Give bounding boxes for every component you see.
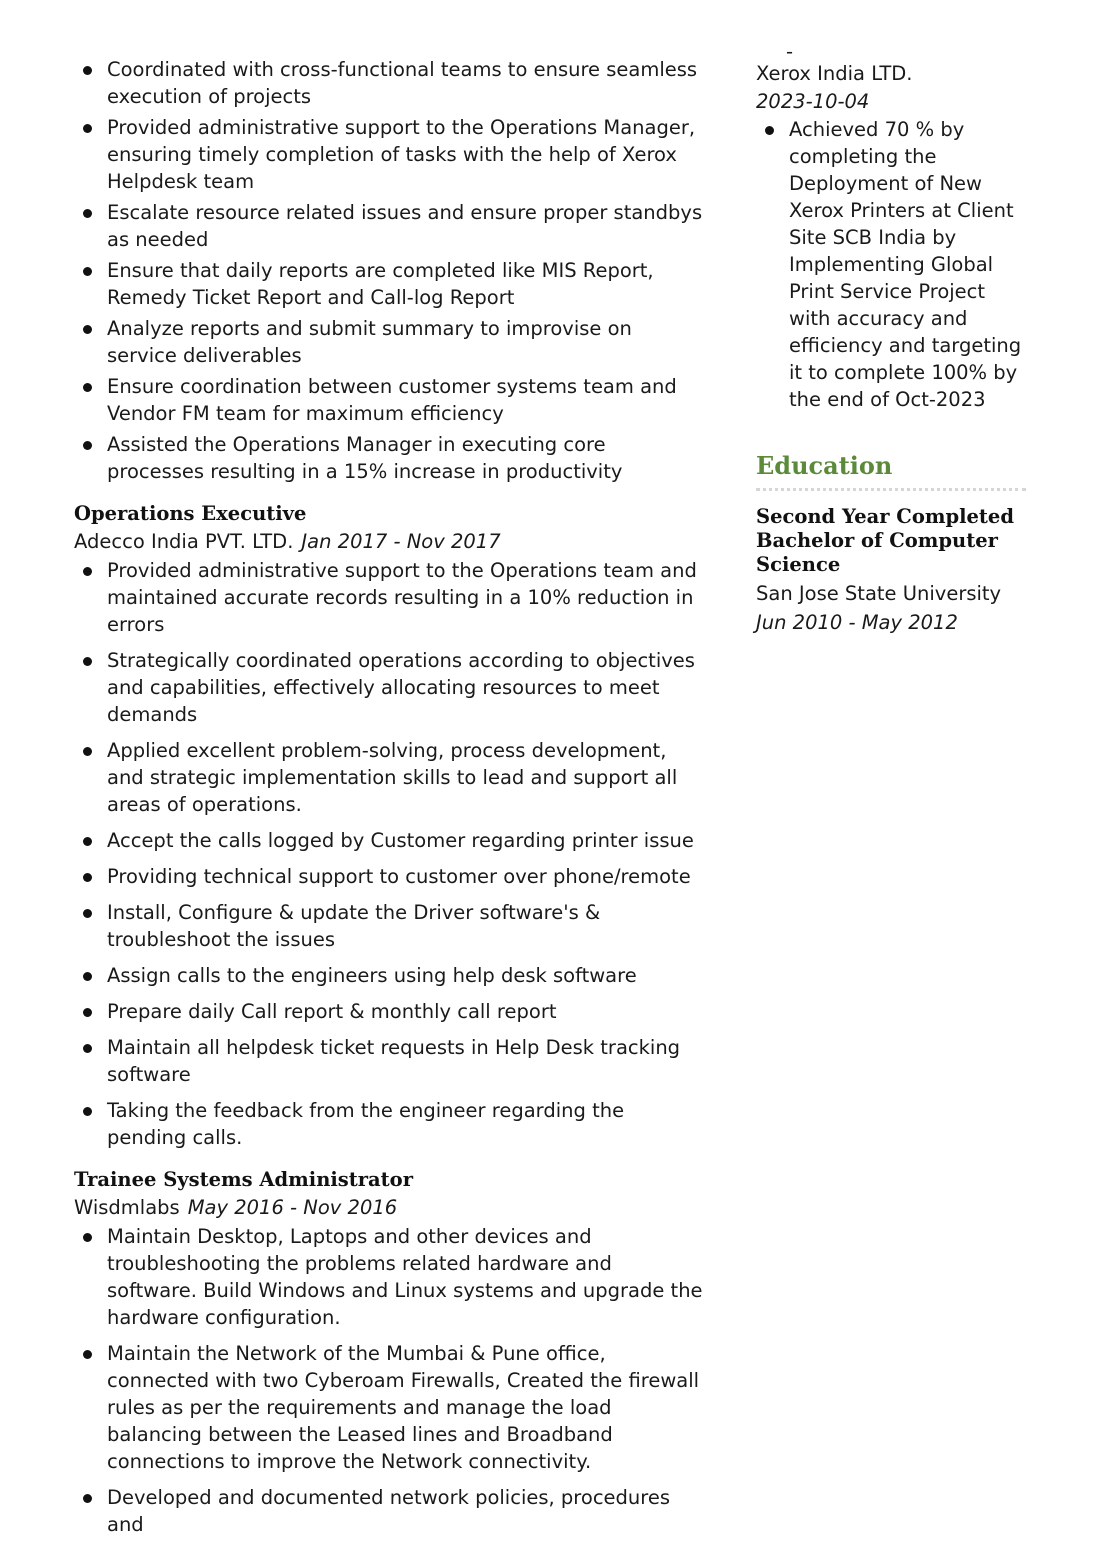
list-item: Achieved 70 % by completing the Deployment of New Xerox Printers at Client Site SCB India by Implementing Global Print Service Project with accuracy and efficiency and targeting it to complete 100% by the end of Oct-2023 — [756, 116, 1028, 413]
job-dates: May 2016 - Nov 2016 — [187, 1196, 398, 1219]
section-heading-education: Education — [756, 451, 893, 480]
list-item: Applied excellent problem-solving, process development, and strategic implementation skills to lead and support all areas of operations. — [74, 737, 704, 818]
list-item: Providing technical support to customer over phone/remote — [74, 863, 704, 890]
company-name: Xerox India LTD. — [756, 62, 913, 85]
list-item: Assign calls to the engineers using help desk software — [74, 962, 704, 989]
job-meta — [74, 527, 704, 556]
school-name: San Jose State University — [756, 582, 1002, 605]
job-title: Trainee Systems Administrator — [74, 1168, 413, 1191]
list-item: Prepare daily Call report & monthly call report — [74, 998, 704, 1025]
job-meta — [74, 1193, 704, 1222]
project-date: 2023-10-04 — [756, 90, 870, 113]
list-item: Coordinated with cross-functional teams to ensure seamless execution of projects — [74, 56, 704, 110]
company-name: Wisdmlabs — [74, 1196, 180, 1219]
degree-title: Second Year Completed Bachelor of Computer Science — [756, 505, 1014, 576]
list-item: Ensure coordination between customer systems team and Vendor FM team for maximum efficiency — [74, 373, 704, 427]
list-item: Strategically coordinated operations according to objectives and capabilities, effectively allocating resources to meet demands — [74, 647, 704, 728]
list-item: Install, Configure & update the Driver software's & troubleshoot the issues — [74, 899, 704, 953]
list-item: Analyze reports and submit summary to improvise on service deliverables — [74, 315, 704, 369]
list-item: Maintain Desktop, Laptops and other devices and troubleshooting the problems related hardware and software. Build Windows and Linux systems and upgrade the hardware configuration. — [74, 1223, 704, 1331]
list-item: Provided administrative support to the Operations Manager, ensuring timely completion of tasks with the help of Xerox Helpdesk team — [74, 114, 704, 195]
project-bullets — [756, 116, 1028, 413]
main-column — [74, 56, 704, 1547]
list-item: Assisted the Operations Manager in executing core processes resulting in a 15% increase in productivity — [74, 431, 704, 485]
list-item: Developed and documented network policies, procedures and — [74, 1484, 704, 1538]
previous-job-bullets — [74, 56, 704, 485]
list-item: Provided administrative support to the Operations team and maintained accurate records resulting in a 10% reduction in errors — [74, 557, 704, 638]
job-dates: Jan 2017 - Nov 2017 — [301, 530, 501, 553]
job-bullets — [74, 1223, 704, 1538]
section-divider — [756, 488, 1026, 491]
separator-dash: - — [786, 40, 794, 63]
company-name: Adecco India PVT. LTD. — [74, 530, 294, 553]
list-item: Accept the calls logged by Customer regarding printer issue — [74, 827, 704, 854]
job-bullets — [74, 557, 704, 1151]
list-item: Taking the feedback from the engineer regarding the pending calls. — [74, 1097, 704, 1151]
side-column — [756, 40, 1028, 637]
list-item: Ensure that daily reports are completed like MIS Report, Remedy Ticket Report and Call-log Report — [74, 257, 704, 311]
education-dates: Jun 2010 - May 2012 — [756, 611, 958, 634]
list-item: Maintain all helpdesk ticket requests in Help Desk tracking software — [74, 1034, 704, 1088]
job-title: Operations Executive — [74, 502, 307, 525]
list-item: Escalate resource related issues and ensure proper standbys as needed — [74, 199, 704, 253]
list-item: Maintain the Network of the Mumbai & Pune office, connected with two Cyberoam Firewalls, Created the firewall rules as per the requirements and manage the load balancing between the Leased lines and Broadband connections to improve the Network connectivity. — [74, 1340, 704, 1475]
